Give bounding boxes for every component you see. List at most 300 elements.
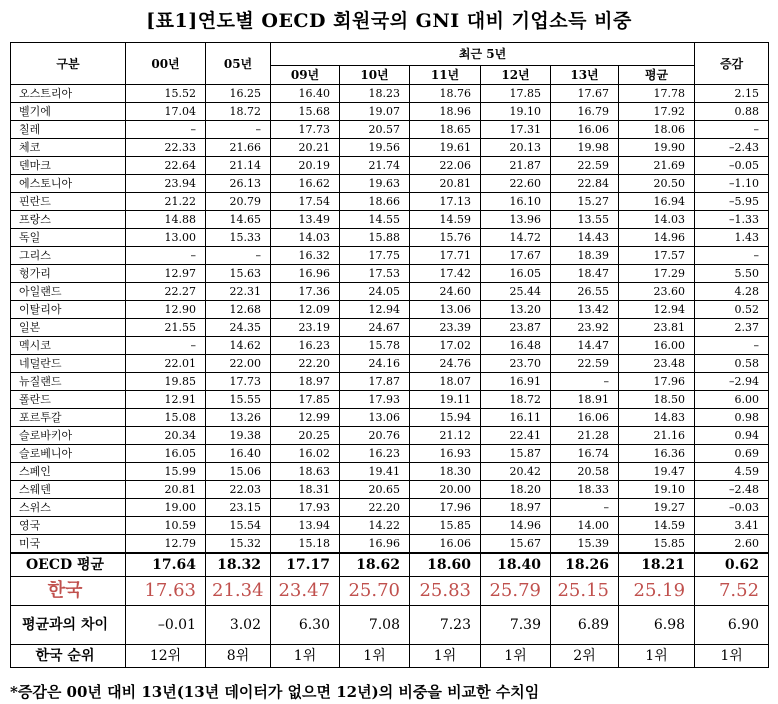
cell: 14.96 <box>619 229 695 247</box>
cell: 1위 <box>340 645 410 668</box>
cell: 20.34 <box>126 427 206 445</box>
cell: 14.59 <box>619 517 695 535</box>
cell: 21.66 <box>206 139 271 157</box>
cell: 17.64 <box>126 553 206 577</box>
cell: –2.43 <box>695 139 769 157</box>
diff-from-average-row <box>11 606 769 645</box>
cell: 23.39 <box>410 319 481 337</box>
row-label: 평균과의 차이 <box>11 606 126 645</box>
cell: 23.70 <box>481 355 551 373</box>
cell: 12.94 <box>619 301 695 319</box>
cell: 17.87 <box>340 373 410 391</box>
cell: 20.00 <box>410 481 481 499</box>
cell: 15.85 <box>410 517 481 535</box>
cell: 12.68 <box>206 301 271 319</box>
country-name: 폴란드 <box>11 391 126 409</box>
cell: 19.85 <box>126 373 206 391</box>
cell: –0.03 <box>695 499 769 517</box>
cell: 2.15 <box>695 85 769 103</box>
cell: 1.43 <box>695 229 769 247</box>
cell: 25.19 <box>619 577 695 606</box>
cell: 14.03 <box>271 229 340 247</box>
country-name: 프랑스 <box>11 211 126 229</box>
header-00: 00년 <box>126 43 206 85</box>
cell: –0.01 <box>126 606 206 645</box>
cell: 18.06 <box>619 121 695 139</box>
cell: 5.50 <box>695 265 769 283</box>
cell: 17.29 <box>619 265 695 283</box>
table-row <box>11 499 769 517</box>
cell: 12.90 <box>126 301 206 319</box>
cell: 1위 <box>271 645 340 668</box>
cell: 24.35 <box>206 319 271 337</box>
header-year: 12년 <box>481 66 551 85</box>
header-recent-5-years: 최근 5년 <box>271 43 695 66</box>
country-name: 스페인 <box>11 463 126 481</box>
cell: 26.13 <box>206 175 271 193</box>
cell: 19.00 <box>126 499 206 517</box>
cell: 14.96 <box>481 517 551 535</box>
cell: 15.39 <box>551 535 619 554</box>
cell: 18.97 <box>271 373 340 391</box>
table-row <box>11 211 769 229</box>
cell: 7.08 <box>340 606 410 645</box>
cell: 18.62 <box>340 553 410 577</box>
cell: 18.21 <box>619 553 695 577</box>
cell: 0.88 <box>695 103 769 121</box>
cell: 23.60 <box>619 283 695 301</box>
cell: –5.95 <box>695 193 769 211</box>
cell: 15.32 <box>206 535 271 554</box>
cell: 15.55 <box>206 391 271 409</box>
table-row <box>11 247 769 265</box>
cell: 13.00 <box>126 229 206 247</box>
cell: 4.28 <box>695 283 769 301</box>
cell: 16.06 <box>551 409 619 427</box>
cell: 18.63 <box>271 463 340 481</box>
cell: 15.18 <box>271 535 340 554</box>
cell: 23.81 <box>619 319 695 337</box>
row-label: OECD 평균 <box>11 553 126 577</box>
cell: 16.62 <box>271 175 340 193</box>
korea-rank-row <box>11 645 769 668</box>
cell: 19.61 <box>410 139 481 157</box>
cell: 17.67 <box>551 85 619 103</box>
cell: 22.33 <box>126 139 206 157</box>
table-row <box>11 121 769 139</box>
table-row <box>11 301 769 319</box>
cell: 16.00 <box>619 337 695 355</box>
footnote: *증감은 00년 대비 13년(13년 데이터가 없으면 12년)의 비중을 비교한 수치임 <box>10 683 540 701</box>
cell: 25.15 <box>551 577 619 606</box>
cell: 22.41 <box>481 427 551 445</box>
cell: 16.91 <box>481 373 551 391</box>
cell: 6.90 <box>695 606 769 645</box>
cell: 20.65 <box>340 481 410 499</box>
cell: 16.36 <box>619 445 695 463</box>
cell: 16.02 <box>271 445 340 463</box>
cell: 16.05 <box>126 445 206 463</box>
cell: 8위 <box>206 645 271 668</box>
cell: 22.84 <box>551 175 619 193</box>
cell: 0.62 <box>695 553 769 577</box>
country-name: 독일 <box>11 229 126 247</box>
cell: 16.23 <box>340 445 410 463</box>
cell: 19.11 <box>410 391 481 409</box>
cell: 16.96 <box>271 265 340 283</box>
cell: 20.57 <box>340 121 410 139</box>
cell: – <box>695 247 769 265</box>
cell: 18.40 <box>481 553 551 577</box>
cell: 23.92 <box>551 319 619 337</box>
cell: 16.48 <box>481 337 551 355</box>
cell: – <box>126 247 206 265</box>
cell: 3.02 <box>206 606 271 645</box>
cell: 1위 <box>619 645 695 668</box>
cell: 24.05 <box>340 283 410 301</box>
cell: –1.33 <box>695 211 769 229</box>
cell: 15.52 <box>126 85 206 103</box>
cell: 12.09 <box>271 301 340 319</box>
table-row <box>11 517 769 535</box>
cell: 17.53 <box>340 265 410 283</box>
cell: 22.06 <box>410 157 481 175</box>
cell: 16.05 <box>481 265 551 283</box>
cell: 13.49 <box>271 211 340 229</box>
cell: 13.06 <box>410 301 481 319</box>
cell: 14.72 <box>481 229 551 247</box>
cell: 20.50 <box>619 175 695 193</box>
cell: 20.76 <box>340 427 410 445</box>
cell: 15.87 <box>481 445 551 463</box>
country-name: 칠레 <box>11 121 126 139</box>
table-row <box>11 373 769 391</box>
cell: 15.06 <box>206 463 271 481</box>
table-row <box>11 175 769 193</box>
cell: 15.33 <box>206 229 271 247</box>
cell: 2위 <box>551 645 619 668</box>
cell: 19.27 <box>619 499 695 517</box>
cell: 15.88 <box>340 229 410 247</box>
cell: 13.26 <box>206 409 271 427</box>
cell: 26.55 <box>551 283 619 301</box>
table-row <box>11 337 769 355</box>
cell: 19.98 <box>551 139 619 157</box>
cell: 17.92 <box>619 103 695 121</box>
cell: 20.21 <box>271 139 340 157</box>
cell: 15.94 <box>410 409 481 427</box>
country-name: 덴마크 <box>11 157 126 175</box>
cell: 18.76 <box>410 85 481 103</box>
country-name: 스웨덴 <box>11 481 126 499</box>
cell: 17.96 <box>619 373 695 391</box>
cell: 15.67 <box>481 535 551 554</box>
cell: 18.96 <box>410 103 481 121</box>
cell: 16.94 <box>619 193 695 211</box>
cell: 24.16 <box>340 355 410 373</box>
cell: 14.55 <box>340 211 410 229</box>
cell: 13.94 <box>271 517 340 535</box>
country-name: 일본 <box>11 319 126 337</box>
cell: 17.17 <box>271 553 340 577</box>
table-row <box>11 463 769 481</box>
table-row <box>11 85 769 103</box>
cell: 12.97 <box>126 265 206 283</box>
cell: – <box>126 337 206 355</box>
cell: 22.64 <box>126 157 206 175</box>
cell: 22.59 <box>551 157 619 175</box>
cell: 19.90 <box>619 139 695 157</box>
cell: –1.10 <box>695 175 769 193</box>
cell: 18.60 <box>410 553 481 577</box>
cell: 20.81 <box>126 481 206 499</box>
cell: 17.73 <box>206 373 271 391</box>
cell: 23.19 <box>271 319 340 337</box>
cell: 16.23 <box>271 337 340 355</box>
cell: 14.88 <box>126 211 206 229</box>
table-row <box>11 319 769 337</box>
summary-rows <box>11 553 769 668</box>
cell: 22.27 <box>126 283 206 301</box>
cell: 13.20 <box>481 301 551 319</box>
cell: 13.55 <box>551 211 619 229</box>
cell: 22.60 <box>481 175 551 193</box>
cell: 23.87 <box>481 319 551 337</box>
cell: 21.16 <box>619 427 695 445</box>
header-year: 13년 <box>551 66 619 85</box>
cell: 2.37 <box>695 319 769 337</box>
country-name: 아일랜드 <box>11 283 126 301</box>
cell: 18.31 <box>271 481 340 499</box>
cell: 12.79 <box>126 535 206 554</box>
cell: 16.74 <box>551 445 619 463</box>
cell: 12.99 <box>271 409 340 427</box>
cell: 16.40 <box>271 85 340 103</box>
cell: 21.69 <box>619 157 695 175</box>
cell: 17.85 <box>271 391 340 409</box>
cell: 17.42 <box>410 265 481 283</box>
table-row <box>11 391 769 409</box>
cell: 0.52 <box>695 301 769 319</box>
cell: 17.71 <box>410 247 481 265</box>
cell: 14.22 <box>340 517 410 535</box>
row-label: 한국 순위 <box>11 645 126 668</box>
cell: 14.83 <box>619 409 695 427</box>
cell: 18.72 <box>206 103 271 121</box>
header-year: 11년 <box>410 66 481 85</box>
cell: 22.03 <box>206 481 271 499</box>
header-name: 구분 <box>11 43 126 85</box>
table-row <box>11 283 769 301</box>
country-name: 체코 <box>11 139 126 157</box>
country-name: 헝가리 <box>11 265 126 283</box>
cell: 13.42 <box>551 301 619 319</box>
cell: – <box>206 247 271 265</box>
cell: 16.06 <box>551 121 619 139</box>
table-row <box>11 355 769 373</box>
cell: 20.19 <box>271 157 340 175</box>
cell: 17.04 <box>126 103 206 121</box>
page-title: [표1]연도별 OECD 회원국의 GNI 대비 기업소득 비중 <box>146 10 632 32</box>
cell: 17.31 <box>481 121 551 139</box>
cell: 21.12 <box>410 427 481 445</box>
cell: 17.78 <box>619 85 695 103</box>
cell: 14.65 <box>206 211 271 229</box>
cell: – <box>126 121 206 139</box>
cell: 16.96 <box>340 535 410 554</box>
country-name: 영국 <box>11 517 126 535</box>
cell: –0.05 <box>695 157 769 175</box>
cell: – <box>695 121 769 139</box>
cell: 18.91 <box>551 391 619 409</box>
cell: 19.63 <box>340 175 410 193</box>
cell: 23.48 <box>619 355 695 373</box>
cell: 15.99 <box>126 463 206 481</box>
cell: 7.52 <box>695 577 769 606</box>
cell: 6.30 <box>271 606 340 645</box>
country-name: 포르투갈 <box>11 409 126 427</box>
country-name: 뉴질랜드 <box>11 373 126 391</box>
cell: 19.47 <box>619 463 695 481</box>
cell: 20.42 <box>481 463 551 481</box>
country-name: 에스토니아 <box>11 175 126 193</box>
cell: 19.41 <box>340 463 410 481</box>
cell: – <box>551 373 619 391</box>
cell: 15.63 <box>206 265 271 283</box>
cell: 18.97 <box>481 499 551 517</box>
korea-row <box>11 577 769 606</box>
cell: 17.13 <box>410 193 481 211</box>
table-row <box>11 229 769 247</box>
cell: 15.78 <box>340 337 410 355</box>
header-change: 증감 <box>695 43 769 85</box>
cell: 14.62 <box>206 337 271 355</box>
country-name: 스위스 <box>11 499 126 517</box>
cell: 17.36 <box>271 283 340 301</box>
oecd-average-row <box>11 553 769 577</box>
cell: 14.59 <box>410 211 481 229</box>
cell: 14.43 <box>551 229 619 247</box>
cell: 18.30 <box>410 463 481 481</box>
cell: 16.40 <box>206 445 271 463</box>
country-name: 벨기에 <box>11 103 126 121</box>
cell: 18.39 <box>551 247 619 265</box>
table-row <box>11 427 769 445</box>
table-row <box>11 445 769 463</box>
cell: 17.93 <box>340 391 410 409</box>
cell: 19.38 <box>206 427 271 445</box>
cell: 18.23 <box>340 85 410 103</box>
cell: 15.27 <box>551 193 619 211</box>
header-year: 09년 <box>271 66 340 85</box>
table-row <box>11 265 769 283</box>
cell: 17.02 <box>410 337 481 355</box>
cell: 15.68 <box>271 103 340 121</box>
cell: 22.01 <box>126 355 206 373</box>
table-row <box>11 193 769 211</box>
country-name: 슬로바키아 <box>11 427 126 445</box>
cell: – <box>551 499 619 517</box>
country-name: 슬로베니아 <box>11 445 126 463</box>
gni-corporate-income-table <box>10 42 769 668</box>
cell: 17.54 <box>271 193 340 211</box>
cell: 1위 <box>695 645 769 668</box>
cell: 6.00 <box>695 391 769 409</box>
cell: –2.94 <box>695 373 769 391</box>
cell: 16.25 <box>206 85 271 103</box>
cell: 18.33 <box>551 481 619 499</box>
cell: 16.32 <box>271 247 340 265</box>
cell: 4.59 <box>695 463 769 481</box>
table-row <box>11 157 769 175</box>
cell: 10.59 <box>126 517 206 535</box>
table-row <box>11 409 769 427</box>
cell: 15.76 <box>410 229 481 247</box>
cell: 21.74 <box>340 157 410 175</box>
cell: 16.11 <box>481 409 551 427</box>
cell: 23.47 <box>271 577 340 606</box>
country-name: 멕시코 <box>11 337 126 355</box>
cell: 14.00 <box>551 517 619 535</box>
cell: 18.66 <box>340 193 410 211</box>
cell: 17.57 <box>619 247 695 265</box>
cell: 20.25 <box>271 427 340 445</box>
cell: 18.07 <box>410 373 481 391</box>
country-name: 핀란드 <box>11 193 126 211</box>
cell: 18.26 <box>551 553 619 577</box>
cell: – <box>206 121 271 139</box>
cell: 19.10 <box>619 481 695 499</box>
cell: 19.10 <box>481 103 551 121</box>
cell: 25.44 <box>481 283 551 301</box>
cell: 20.79 <box>206 193 271 211</box>
cell: 0.94 <box>695 427 769 445</box>
cell: – <box>695 337 769 355</box>
cell: 21.34 <box>206 577 271 606</box>
table-row <box>11 139 769 157</box>
table-row <box>11 481 769 499</box>
cell: 17.67 <box>481 247 551 265</box>
cell: 7.39 <box>481 606 551 645</box>
cell: 15.85 <box>619 535 695 554</box>
cell: 1위 <box>410 645 481 668</box>
cell: 21.14 <box>206 157 271 175</box>
cell: 16.06 <box>410 535 481 554</box>
cell: 16.79 <box>551 103 619 121</box>
cell: 17.73 <box>271 121 340 139</box>
cell: 13.96 <box>481 211 551 229</box>
cell: 17.75 <box>340 247 410 265</box>
cell: 23.94 <box>126 175 206 193</box>
cell: 18.65 <box>410 121 481 139</box>
cell: 22.00 <box>206 355 271 373</box>
header-year: 10년 <box>340 66 410 85</box>
cell: 15.08 <box>126 409 206 427</box>
cell: 6.89 <box>551 606 619 645</box>
country-name: 그리스 <box>11 247 126 265</box>
cell: 13.06 <box>340 409 410 427</box>
cell: 24.76 <box>410 355 481 373</box>
cell: –2.48 <box>695 481 769 499</box>
table-row <box>11 103 769 121</box>
cell: 25.70 <box>340 577 410 606</box>
cell: 25.83 <box>410 577 481 606</box>
cell: 16.93 <box>410 445 481 463</box>
cell: 18.72 <box>481 391 551 409</box>
cell: 12위 <box>126 645 206 668</box>
cell: 24.60 <box>410 283 481 301</box>
cell: 2.60 <box>695 535 769 554</box>
